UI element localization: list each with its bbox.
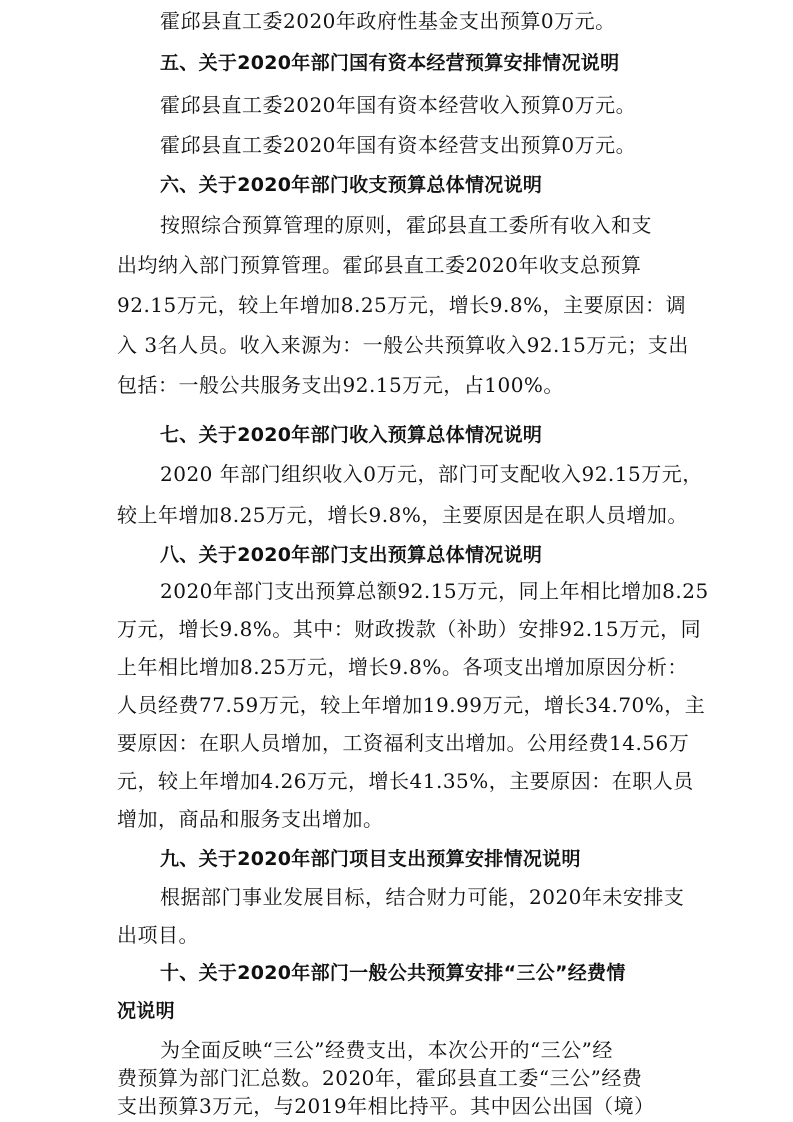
paragraph-line: 霍邱县直工委2020年国有资本经营支出预算0万元。 bbox=[160, 133, 637, 157]
paragraph-line: 上年相比增加8.25万元，增长9.8%。各项支出增加原因分析： bbox=[117, 655, 688, 679]
paragraph-line: 根据部门事业发展目标，结合财力可能，2020年未安排支 bbox=[160, 885, 685, 909]
section-heading: 七、关于2020年部门收入预算总体情况说明 bbox=[160, 424, 543, 446]
paragraph-line: 人员经费77.59万元，较上年增加19.99万元，增长34.70%，主 bbox=[117, 693, 706, 717]
paragraph-line: 2020 年部门组织收入0万元，部门可支配收入92.15万元， bbox=[160, 462, 703, 486]
paragraph-line: 增加，商品和服务支出增加。 bbox=[117, 807, 384, 831]
paragraph-line: 出均纳入部门预算管理。霍邱县直工委2020年收支总预算 bbox=[117, 253, 642, 277]
paragraph-line: 支出预算3万元，与2019年相比持平。其中因公出国（境） bbox=[117, 1094, 655, 1118]
paragraph-line: 要原因：在职人员增加，工资福利支出增加。公用经费14.56万 bbox=[117, 731, 690, 755]
paragraph-line: 92.15万元，较上年增加8.25万元，增长9.8%，主要原因：调 bbox=[117, 293, 687, 317]
paragraph-line: 按照综合预算管理的原则，霍邱县直工委所有收入和支 bbox=[160, 213, 652, 237]
paragraph-line: 霍邱县直工委2020年国有资本经营收入预算0万元。 bbox=[160, 93, 637, 117]
section-heading: 五、关于2020年部门国有资本经营预算安排情况说明 bbox=[160, 52, 620, 74]
paragraph-line: 出项目。 bbox=[117, 923, 199, 947]
paragraph-line: 费预算为部门汇总数。2020年，霍邱县直工委“三公”经费 bbox=[117, 1066, 643, 1090]
section-heading: 六、关于2020年部门收支预算总体情况说明 bbox=[160, 174, 543, 196]
paragraph-line: 万元，增长9.8%。其中：财政拨款（补助）安排92.15万元，同 bbox=[117, 617, 702, 641]
paragraph-line: 包括：一般公共服务支出92.15万元，占100%。 bbox=[117, 373, 564, 397]
paragraph-line: 为全面反映“三公”经费支出，本次公开的“三公”经 bbox=[160, 1038, 613, 1062]
section-heading: 九、关于2020年部门项目支出预算安排情况说明 bbox=[160, 848, 581, 870]
paragraph-line: 2020年部门支出预算总额92.15万元，同上年相比增加8.25 bbox=[160, 579, 709, 603]
paragraph-line: 较上年增加8.25万元，增长9.8%，主要原因是在职人员增加。 bbox=[117, 503, 688, 527]
paragraph-line: 元，较上年增加4.26万元，增长41.35%，主要原因：在职人员 bbox=[117, 769, 694, 793]
section-heading-continued: 况说明 bbox=[117, 1000, 175, 1022]
paragraph-line: 入 3名人员。收入来源为：一般公共预算收入92.15万元；支出 bbox=[117, 333, 689, 357]
paragraph-line: 霍邱县直工委2020年政府性基金支出预算0万元。 bbox=[160, 9, 616, 33]
section-heading: 八、关于2020年部门支出预算总体情况说明 bbox=[160, 544, 543, 566]
section-heading: 十、关于2020年部门一般公共预算安排“三公”经费情 bbox=[160, 962, 626, 984]
